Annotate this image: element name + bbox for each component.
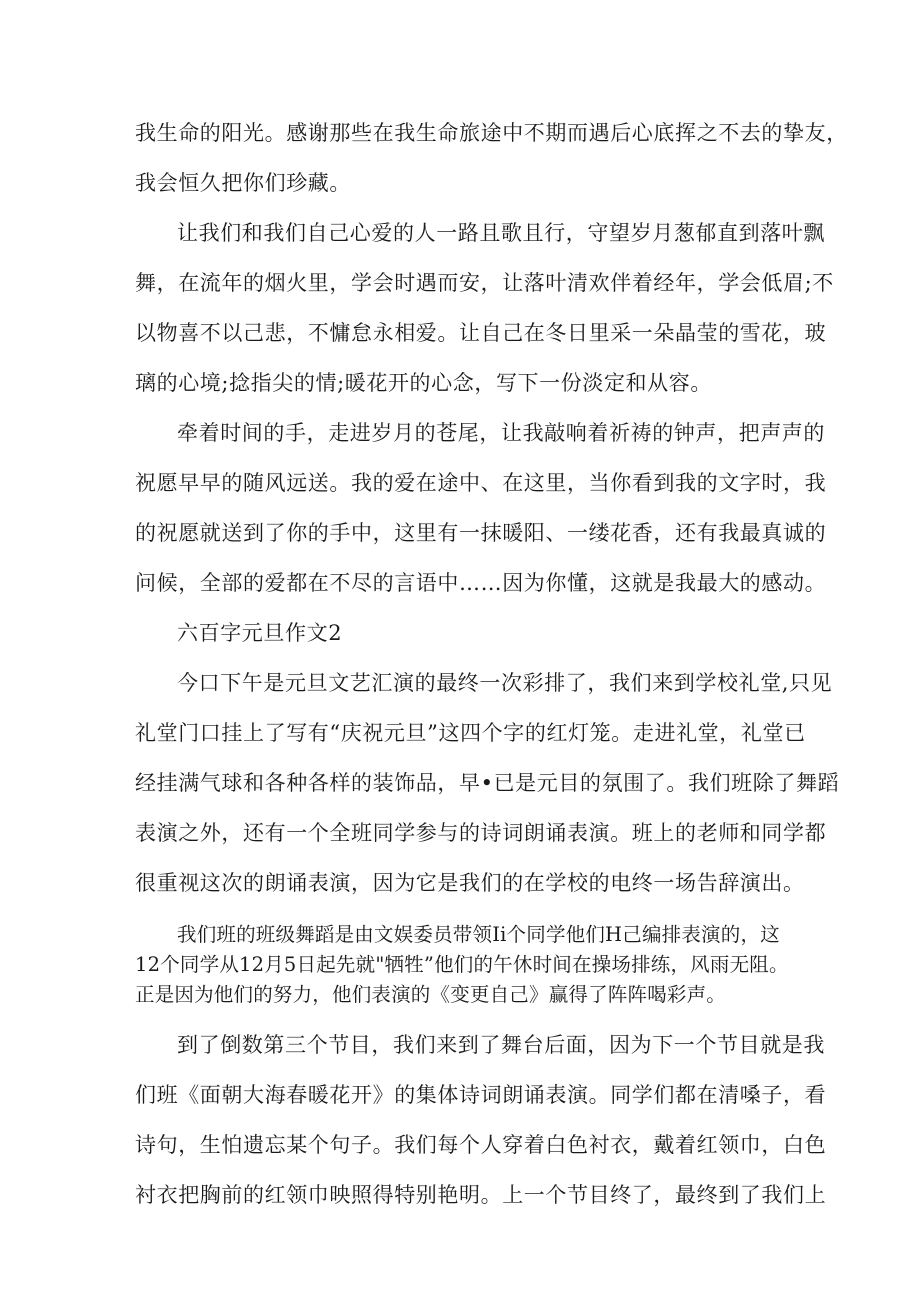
text-line: 牵着时间的手，走进岁月的苍尾，让我敲响着祈祷的钟声，把声声的	[177, 421, 825, 445]
text-line: 经挂满气球和各种各样的装饰品，早•已是元目的氛围了。我们班除了舞蹈	[135, 771, 840, 795]
text-line: 的祝愿就送到了你的手中，这里有一抹暖阳、一缕花香，还有我最真诚的	[135, 521, 827, 545]
text-line: 们班《面朝大海春暖花开》的集体诗词朗诵表演。同学们都在清嗓子，看	[135, 1083, 827, 1107]
text-line: 诗句，生怕遗忘某个句子。我们每个人穿着白色衬衣，戴着红领巾，白色	[135, 1133, 827, 1157]
text-line: 到了倒数第三个节目，我们来到了舞台后面，因为下一个节目就是我	[177, 1033, 825, 1057]
text-line: 很重视这次的朗诵表演，因为它是我们的在学校的电终一场告辞演出。	[135, 871, 805, 895]
text-line: 表演之外，还有一个全班同学参与的诗词朗诵表演。班上的老师和同学都	[135, 821, 827, 845]
text-line: 衬衣把胸前的红领巾映照得特别艳明。上一个节目终了，最终到了我们上	[135, 1183, 827, 1207]
text-line: 我生命的阳光。感谢那些在我生命旅途中不期而遇后心底挥之不去的挚友，	[135, 121, 848, 145]
text-line: 以物喜不以己悲，不慵怠永相爱。让自己在冬日里采一朵晶莹的雪花，玻	[135, 321, 827, 345]
text-line: 正是因为他们的努力，他们表演的《变更自己》赢得了阵阵喝彩声。	[135, 983, 727, 1006]
text-line: 舞，在流年的烟火里，学会时遇而安，让落叶清欢伴着经年，学会低眉;不	[135, 271, 834, 295]
text-line: 12个同学从12月5日起先就"牺牲”他们的午休时间在操场排练，风雨无阻。	[135, 953, 789, 976]
text-line: 璃的心境;捻指尖的情;暖花开的心念，写下一份淡定和从容。	[135, 371, 712, 395]
text-line: 让我们和我们自己心爱的人一路且歌且行，守望岁月葱郁直到落叶飘	[177, 221, 825, 245]
text-line: 礼堂门口挂上了写有“庆祝元旦”这四个字的红灯笼。走进礼堂，礼堂已	[135, 721, 806, 745]
section-heading: 六百字元旦作文2	[177, 621, 343, 645]
text-line: 问候，全部的爱都在不尽的言语中……因为你懂，这就是我最大的感动。	[135, 571, 827, 595]
text-line: 今口下午是元旦文艺汇演的最终一次彩排了，我们来到学校礼堂,只见	[177, 671, 833, 695]
text-line: 祝愿早早的随风远送。我的爱在途中、在这里，当你看到我的文字时，我	[135, 471, 827, 495]
text-line: 我会恒久把你们珍藏。	[135, 171, 351, 195]
text-line: 我们班的班级舞蹈是由文娱委员带领Ii个同学他们H己编排表演的，这	[177, 923, 780, 946]
